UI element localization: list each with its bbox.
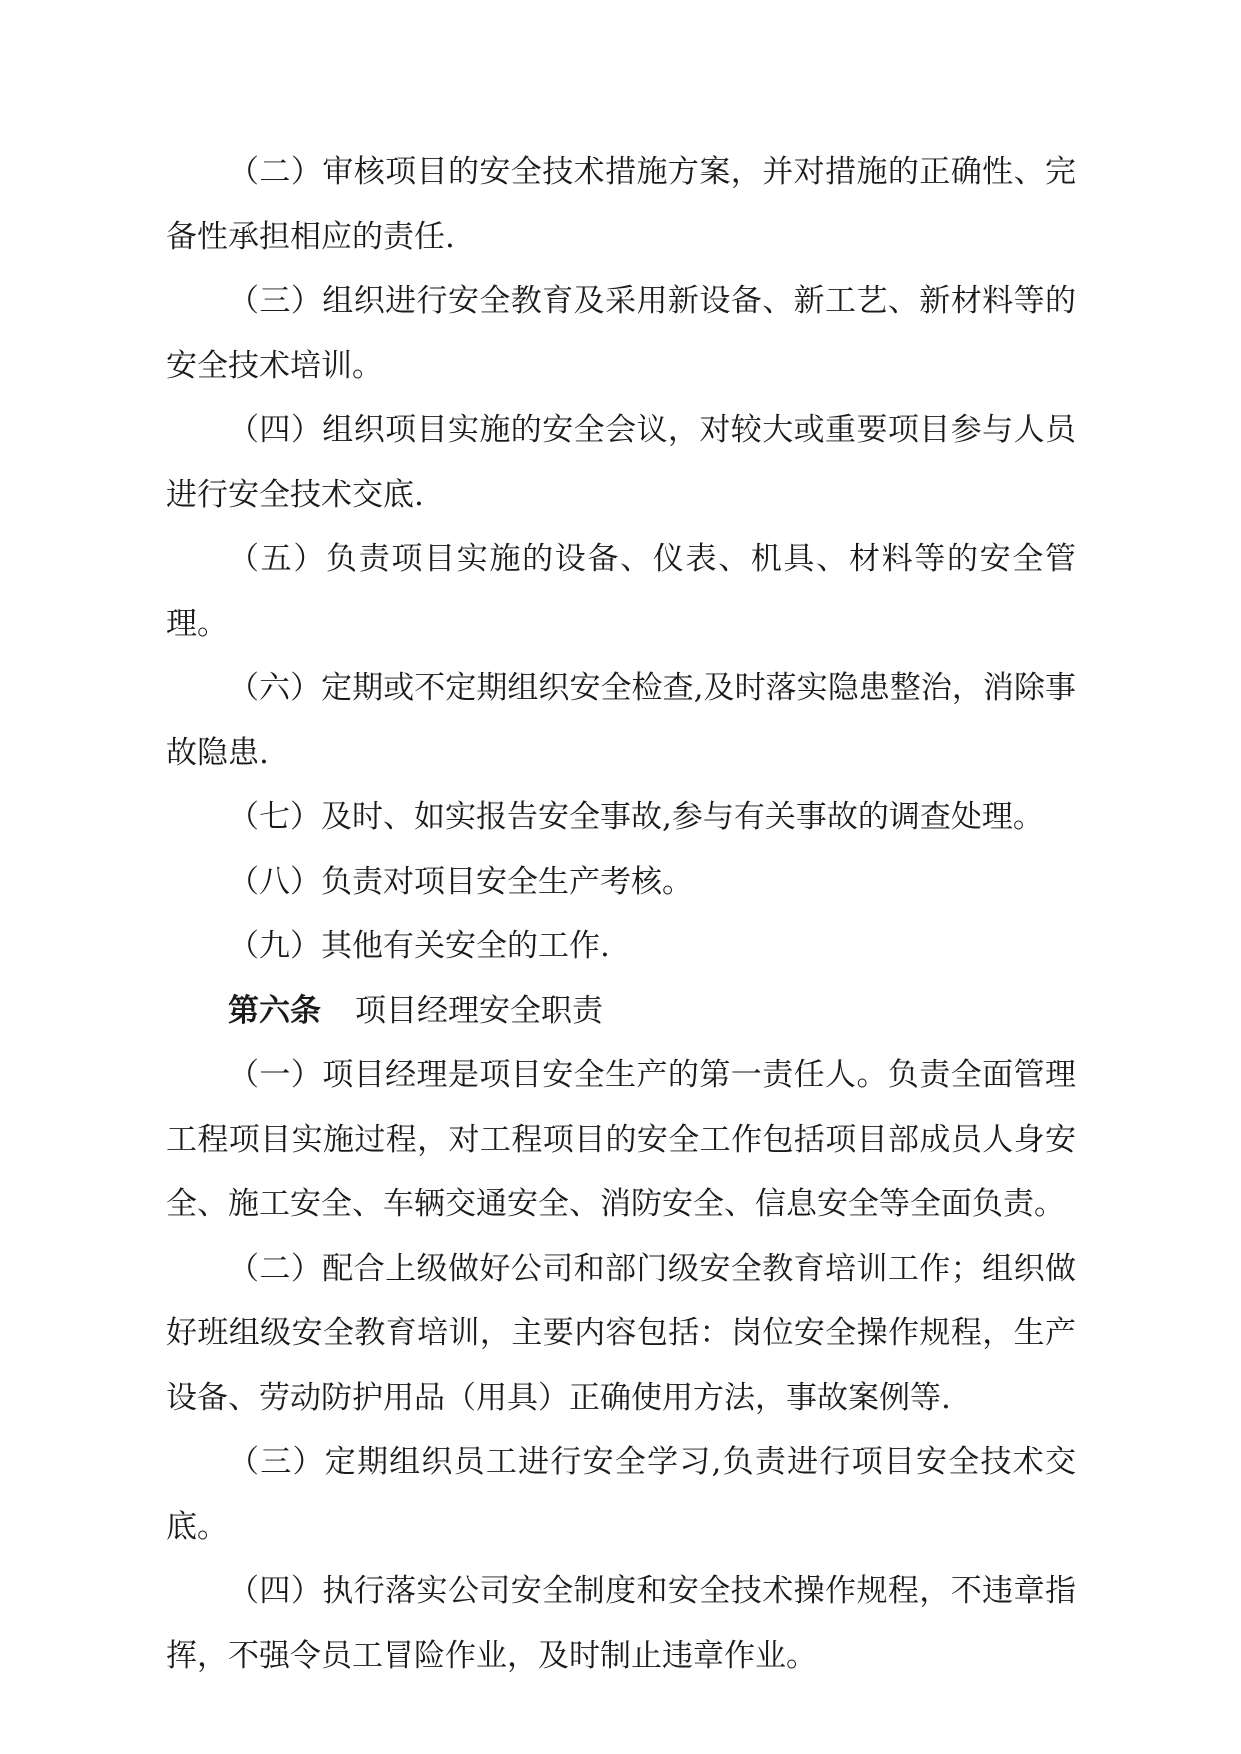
article-paragraph-4: （四）执行落实公司安全制度和安全技术操作规程，不违章指挥，不强令员工冒险作业，及时制止违章作业。 — [166, 1573, 1076, 1674]
paragraph-item-4: （四）组织项目实施的安全会议，对较大或重要项目参与人员进行安全技术交底. — [166, 412, 1076, 513]
article-paragraph-3: （三）定期组织员工进行安全学习,负责进行项目安全技术交底。 — [166, 1444, 1076, 1545]
paragraph-item-5: （五）负责项目实施的设备、仪表、机具、材料等的安全管理。 — [166, 541, 1076, 642]
paragraph-item-6: （六）定期或不定期组织安全检查,及时落实隐患整治，消除事故隐患. — [166, 670, 1076, 771]
paragraph-item-2: （二）审核项目的安全技术措施方案，并对措施的正确性、完备性承担相应的责任. — [166, 154, 1076, 255]
article-heading — [166, 979, 1076, 1044]
article-paragraph-2: （二）配合上级做好公司和部门级安全教育培训工作；组织做好班组级安全教育培训，主要内容包括：岗位安全操作规程，生产设备、劳动防护用品（用具）正确使用方法，事故案例等. — [166, 1250, 1076, 1416]
article-label: 第六条 — [228, 992, 321, 1029]
paragraph-item-8: （八）负责对项目安全生产考核。 — [228, 863, 693, 900]
article-title: 项目经理安全职责 — [355, 992, 603, 1029]
paragraph-item-3: （三）组织进行安全教育及采用新设备、新工艺、新材料等的安全技术培训。 — [166, 283, 1076, 384]
paragraph-item-9: （九）其他有关安全的工作. — [228, 928, 610, 964]
document-body — [166, 140, 1076, 1688]
article-paragraph-1: （一）项目经理是项目安全生产的第一责任人。负责全面管理工程项目实施过程，对工程项目的安全工作包括项目部成员人身安全、施工安全、车辆交通安全、消防安全、信息安全等全面负责。 — [166, 1057, 1076, 1222]
paragraph-item-7: （七）及时、如实报告安全事故,参与有关事故的调查处理。 — [228, 799, 1044, 835]
